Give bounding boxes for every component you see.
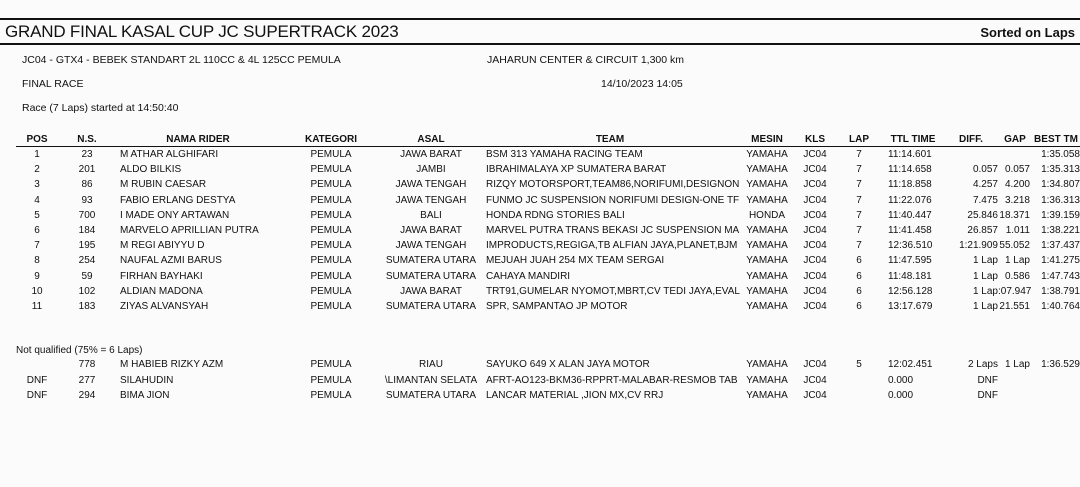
cell-mesin: YAMAHA (746, 149, 788, 161)
table-row (0, 253, 1080, 268)
cell-mesin: HONDA (748, 209, 786, 221)
col-header-team: TEAM (480, 134, 740, 147)
cell-ttl-time: 11:14.658 (888, 164, 932, 176)
cell-kls: JC04 (803, 285, 827, 297)
header-spacer (0, 134, 16, 147)
cell-kls: JC04 (803, 359, 827, 371)
page-title: GRAND FINAL KASAL CUP JC SUPERTRACK 2023 (5, 22, 399, 41)
row-spacer (0, 388, 16, 404)
cell-kategori: PEMULA (310, 300, 352, 312)
cell-kls: JC04 (803, 164, 827, 176)
cell-pos: 7 (34, 240, 40, 252)
cell-kategori: PEMULA (310, 270, 352, 282)
cell-kls: JC04 (803, 149, 827, 161)
cell-ttl-time: 11:14.601 (888, 149, 932, 161)
cell-diff: 0.057 (972, 164, 998, 176)
row-spacer (0, 253, 16, 268)
cell-mesin: YAMAHA (746, 359, 788, 371)
cell-kls: JC04 (803, 300, 827, 312)
cell-pos: 10 (31, 285, 43, 297)
cell-mesin: YAMAHA (746, 270, 788, 282)
cell-diff: 1:21.909 (959, 240, 998, 252)
cell-ns: 93 (81, 194, 93, 206)
cell-ttl-time: 11:18.858 (888, 179, 932, 191)
cell-gap (998, 147, 1032, 163)
cell-ns: 102 (78, 285, 96, 297)
row-spacer (0, 208, 16, 223)
row-spacer (0, 177, 16, 192)
cell-diff: DNF (977, 374, 998, 386)
cell-best-tm: 1:47.743 (1041, 270, 1080, 282)
cell-ns: 277 (78, 374, 96, 386)
cell-team: CAHAYA MANDIRI (486, 270, 571, 282)
cell-ttl-time: 11:22.076 (888, 194, 932, 206)
cell-asal: JAWA BARAT (400, 225, 462, 237)
cell-team: BSM 313 YAMAHA RACING TEAM (486, 149, 643, 161)
cell-kategori: PEMULA (310, 285, 352, 297)
cell-kls: JC04 (803, 374, 827, 386)
table-row (0, 193, 1080, 208)
row-spacer (0, 373, 16, 389)
cell-asal: SUMATERA UTARA (385, 270, 477, 282)
cell-ttl-time: 12:36.510 (888, 240, 933, 252)
venue: JAHARUN CENTER & CIRCUIT 1,300 km (487, 54, 685, 66)
row-spacer (0, 284, 16, 299)
cell-rider: M HABIEB RIZKY AZM (120, 359, 224, 371)
cell-ttl-time: 11:40.447 (888, 209, 932, 221)
cell-rider: BIMA JION (120, 390, 170, 402)
cell-mesin: YAMAHA (746, 390, 788, 402)
row-spacer (0, 162, 16, 177)
cell-mesin: YAMAHA (746, 164, 788, 176)
cell-diff: 2 Laps (967, 359, 998, 371)
cell-best-tm: 1:39.159 (1041, 209, 1080, 221)
cell-pos (16, 357, 58, 373)
cell-gap: 18.371 (999, 209, 1030, 221)
cell-rider: M RUBIN CAESAR (120, 179, 207, 191)
cell-ns: 86 (81, 179, 93, 191)
cell-rider: NAUFAL AZMI BARUS (120, 255, 222, 267)
cell-ttl-time: 12:02.451 (888, 359, 933, 371)
table-row (0, 388, 1080, 404)
cell-gap: 1 Lap (1004, 359, 1030, 371)
cell-team: TRT91,GUMELAR NYOMOT,MBRT,CV TEDI JAYA,EVAL (486, 285, 740, 297)
cell-rider: M ATHAR ALGHIFARI (120, 149, 219, 161)
cell-team: LANCAR MATERIAL ,JION MX,CV RRJ (486, 390, 664, 402)
cell-mesin: YAMAHA (746, 300, 788, 312)
cell-rider: SILAHUDIN (120, 374, 174, 386)
cell-kls: JC04 (803, 255, 827, 267)
table-row (0, 223, 1080, 238)
cell-lap: 6 (856, 285, 862, 297)
col-header-kategori: KATEGORI (280, 134, 382, 147)
class-description: JC04 - GTX4 - BEBEK STANDART 2L 110CC & 4L 125CC PEMULA (22, 54, 341, 66)
cell-pos: 5 (34, 209, 40, 221)
cell-lap: 7 (856, 194, 862, 206)
cell-lap: 7 (856, 179, 862, 191)
cell-asal: JAMBI (416, 164, 446, 176)
cell-kls: JC04 (803, 194, 827, 206)
session-name: FINAL RACE (22, 78, 84, 90)
header-top-rule (0, 18, 1080, 20)
cell-asal: JAWA BARAT (400, 285, 462, 297)
table-row (0, 238, 1080, 253)
cell-best-tm: 1:35.313 (1041, 164, 1080, 176)
cell-gap: 3.218 (1004, 194, 1030, 206)
cell-pos: 8 (34, 255, 40, 267)
cell-ttl-time: 11:48.181 (888, 270, 932, 282)
cell-kategori: PEMULA (310, 225, 352, 237)
row-spacer (0, 147, 16, 163)
table-row (0, 299, 1080, 314)
cell-rider: FIRHAN BAYHAKI (120, 270, 203, 282)
cell-pos: 1 (34, 149, 40, 161)
col-header-kls: KLS (794, 134, 836, 147)
table-row (0, 284, 1080, 299)
cell-diff: DNF (977, 390, 998, 402)
col-header-ttl-time: TTL TIME (882, 134, 944, 147)
col-header-diff: DIFF. (944, 134, 998, 147)
session-datetime: 14/10/2023 14:05 (601, 78, 683, 90)
cell-ttl-time: 0.000 (888, 374, 914, 386)
cell-team: HONDA RDNG STORIES BALI (486, 209, 625, 221)
cell-asal: JAWA TENGAH (395, 179, 467, 191)
cell-asal: SUMATERA UTARA (385, 255, 477, 267)
cell-diff: 25.846 (967, 209, 998, 221)
cell-lap: 6 (856, 300, 862, 312)
cell-best-tm: 1:38.791 (1041, 285, 1080, 297)
cell-team: IBRAHIMALAYA XP SUMATERA BARAT (486, 164, 667, 176)
cell-team: RIZQY MOTORSPORT,TEAM86,NORIFUMI,DESIGNON (486, 179, 740, 191)
cell-kls: JC04 (803, 209, 827, 221)
cell-team: SPR, SAMPANTAO JP MOTOR (486, 300, 628, 312)
cell-lap: 7 (856, 225, 862, 237)
cell-asal: BALI (420, 209, 442, 221)
cell-asal: SUMATERA UTARA (385, 300, 477, 312)
cell-kategori: PEMULA (310, 255, 352, 267)
cell-mesin: YAMAHA (746, 255, 788, 267)
cell-gap: 0.586 (1004, 270, 1030, 282)
cell-ttl-time: 13:17.679 (888, 300, 933, 312)
cell-pos: DNF (26, 390, 48, 402)
col-header-mesin: MESIN (740, 134, 794, 147)
cell-ns: 59 (81, 270, 93, 282)
cell-best-tm: 1:38.221 (1041, 225, 1080, 237)
cell-kls: JC04 (803, 270, 827, 282)
cell-rider: M REGI ABIYYU D (120, 240, 205, 252)
cell-kls: JC04 (803, 179, 827, 191)
cell-kategori: PEMULA (310, 209, 352, 221)
cell-kategori: PEMULA (310, 164, 352, 176)
cell-lap: 7 (856, 149, 862, 161)
cell-diff: 1 Lap (972, 285, 998, 297)
results-table (0, 134, 1080, 314)
cell-pos: 6 (34, 225, 40, 237)
cell-rider: ALDIAN MADONA (120, 285, 203, 297)
cell-pos: 4 (34, 194, 40, 206)
cell-rider: ALDO BILKIS (120, 164, 182, 176)
cell-diff: 7.475 (972, 194, 998, 206)
cell-best-tm (1032, 388, 1080, 404)
cell-lap: 7 (856, 240, 862, 252)
cell-ns: 700 (78, 209, 96, 221)
row-spacer (0, 269, 16, 284)
cell-best-tm: 1:36.313 (1041, 194, 1080, 206)
cell-gap: :07.947 (998, 285, 1032, 297)
row-spacer (0, 223, 16, 238)
cell-best-tm: 1:34.807 (1041, 179, 1080, 191)
not-qualified-label: Not qualified (75% = 6 Laps) (16, 345, 143, 356)
cell-kategori: PEMULA (310, 149, 352, 161)
cell-lap: 6 (856, 270, 862, 282)
cell-best-tm: 1:36.529 (1041, 359, 1080, 371)
cell-best-tm: 1:40.764 (1041, 300, 1080, 312)
cell-ns: 778 (78, 359, 96, 371)
cell-diff: 1 Lap (972, 255, 998, 267)
table-row (0, 373, 1080, 389)
cell-kategori: PEMULA (310, 359, 352, 371)
col-header-ns: N.S. (58, 134, 116, 147)
cell-team: SAYUKO 649 X ALAN JAYA MOTOR (486, 359, 650, 371)
cell-asal: JAWA TENGAH (395, 240, 467, 252)
cell-lap: 7 (856, 209, 862, 221)
table-row (0, 269, 1080, 284)
cell-ns: 201 (78, 164, 96, 176)
cell-rider: FABIO ERLANG DESTYA (120, 194, 236, 206)
row-spacer (0, 193, 16, 208)
cell-ns: 294 (78, 390, 96, 402)
cell-rider: MARVELO APRILLIAN PUTRA (120, 225, 259, 237)
cell-pos: 3 (34, 179, 40, 191)
cell-team: MARVEL PUTRA TRANS BEKASI JC SUSPENSION MA (486, 225, 740, 237)
cell-best-tm: 1:35.058 (1041, 149, 1080, 161)
cell-team: AFRT-AO123-BKM36-RPPRT-MALABAR-RESMOB TAB (486, 374, 738, 386)
col-header-lap: LAP (836, 134, 882, 147)
cell-gap (998, 388, 1032, 404)
cell-kategori: PEMULA (310, 374, 352, 386)
row-spacer (0, 357, 16, 373)
cell-kls: JC04 (803, 240, 827, 252)
not-qualified-body (0, 357, 1080, 404)
cell-gap: 0.057 (1004, 164, 1030, 176)
not-qualified-table (0, 357, 1080, 404)
cell-best-tm: 1:37.437 (1041, 240, 1080, 252)
cell-lap (836, 373, 882, 389)
table-body (0, 147, 1080, 315)
cell-gap: 4.200 (1004, 179, 1030, 191)
cell-mesin: YAMAHA (746, 374, 788, 386)
col-header-pos: POS (16, 134, 58, 147)
cell-mesin: YAMAHA (746, 225, 788, 237)
cell-asal: JAWA BARAT (400, 149, 462, 161)
cell-diff: 4.257 (972, 179, 998, 191)
cell-lap: 7 (856, 164, 862, 176)
cell-ns: 183 (78, 300, 96, 312)
table-row (0, 162, 1080, 177)
cell-diff: 26.857 (967, 225, 998, 237)
cell-pos: DNF (26, 374, 48, 386)
cell-kategori: PEMULA (310, 390, 352, 402)
table-row (0, 357, 1080, 373)
cell-lap: 6 (856, 255, 862, 267)
cell-gap: 1 Lap (1004, 255, 1030, 267)
col-header-asal: ASAL (382, 134, 480, 147)
cell-lap (836, 388, 882, 404)
cell-ttl-time: 11:47.595 (888, 255, 932, 267)
cell-kls: JC04 (803, 225, 827, 237)
cell-lap: 5 (856, 359, 862, 371)
cell-team: IMPRODUCTS,REGIGA,TB ALFIAN JAYA,PLANET,BJM (486, 240, 738, 252)
cell-ttl-time: 11:41.458 (888, 225, 932, 237)
cell-rider: ZIYAS ALVANSYAH (120, 300, 209, 312)
cell-kategori: PEMULA (310, 179, 352, 191)
cell-asal: JAWA TENGAH (395, 194, 467, 206)
cell-ns: 23 (81, 149, 93, 161)
cell-gap: 21.551 (999, 300, 1030, 312)
cell-asal: \LIMANTAN SELATA (384, 374, 478, 386)
table-row (0, 177, 1080, 192)
cell-best-tm (1032, 373, 1080, 389)
cell-ttl-time: 12:56.128 (888, 285, 933, 297)
table-row (0, 147, 1080, 163)
cell-mesin: YAMAHA (746, 240, 788, 252)
cell-diff: 1 Lap (972, 300, 998, 312)
cell-gap: 1.011 (1005, 225, 1030, 237)
cell-team: FUNMO JC SUSPENSION NORIFUMI DESIGN-ONE TF (486, 194, 740, 206)
cell-kls: JC04 (803, 390, 827, 402)
sort-label: Sorted on Laps (980, 25, 1075, 40)
cell-team: MEJUAH JUAH 254 MX TEAM SERGAI (486, 255, 665, 267)
cell-kategori: PEMULA (310, 194, 352, 206)
cell-pos: 2 (34, 164, 40, 176)
row-spacer (0, 238, 16, 253)
cell-diff: 1 Lap (972, 270, 998, 282)
cell-mesin: YAMAHA (746, 285, 788, 297)
header-bottom-rule (0, 43, 1080, 45)
row-spacer (0, 299, 16, 314)
cell-mesin: YAMAHA (746, 179, 788, 191)
cell-asal: SUMATERA UTARA (385, 390, 477, 402)
cell-gap: 55.052 (999, 240, 1030, 252)
cell-ns: 254 (78, 255, 96, 267)
cell-best-tm: 1:41.275 (1041, 255, 1080, 267)
col-header-gap: GAP (998, 134, 1032, 147)
header-row (0, 134, 1080, 147)
cell-ns: 195 (78, 240, 96, 252)
table-row (0, 208, 1080, 223)
race-start: Race (7 Laps) started at 14:50:40 (22, 102, 179, 114)
cell-gap (998, 373, 1032, 389)
cell-rider: I MADE ONY ARTAWAN (120, 209, 230, 221)
cell-diff (944, 147, 998, 163)
cell-ns: 184 (78, 225, 96, 237)
cell-pos: 9 (34, 270, 40, 282)
cell-mesin: YAMAHA (746, 194, 788, 206)
table-header (0, 134, 1080, 147)
col-header-rider: NAMA RIDER (116, 134, 280, 147)
cell-ttl-time: 0.000 (888, 390, 914, 402)
cell-pos: 11 (31, 300, 43, 312)
cell-asal: RIAU (419, 359, 443, 371)
col-header-best-tm: BEST TM (1032, 134, 1080, 147)
cell-kategori: PEMULA (310, 240, 352, 252)
